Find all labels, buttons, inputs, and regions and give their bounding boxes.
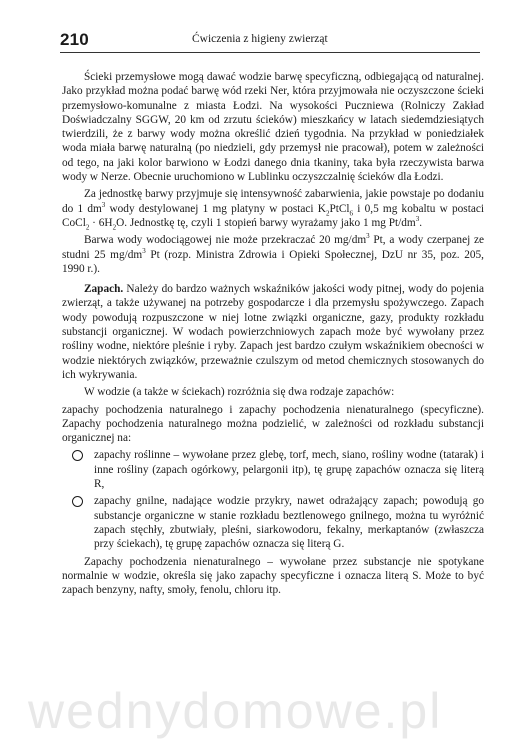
limit-text-a: Barwa wody wodociągowej nie może przekraczać 20 mg/dm: [84, 234, 367, 247]
subscript: 2: [85, 223, 90, 232]
paragraph-natural-odors: zapachy pochodzenia naturalnego i zapachy pochodzenia nienaturalnego (specyficzne). Zapachy pochodzenia naturalnego można podzielić, w zależności od rozkładu substancji organicznej na:: [62, 403, 484, 445]
hollow-circle-bullet-icon: [72, 450, 83, 461]
subscript: 2: [325, 208, 330, 217]
paragraph-industrial-wastewater: Ścieki przemysłowe mogą dawać wodzie barwę specyficzną, odbiegającą od naturalnej. Jako przykład można podać barwę wód rzeki Ner, która przyjmowała nie oczyszczone ścieki przemysłowo-komunalne z miasta Łodzi. Na wysokości Puczniewa (Rolniczy Zakład Doświadczalny SGGW, 20 km od zrzutu ścieków) mieszkańcy w latach siedemdziesiątych twierdzili, że z barwy wody można określić dzień tygodnia. Na przykład w poniedziałek woda miała barwę naturalną (po niedzieli, gdy przemysł nie pracował), potem w zależności od tego, na jaki kolor barwiono w Łodzi danego dnia tkaniny, taka była rzeczywista barwa wody w Nerze. Obecnie uruchomiono w Lublinku oczyszczalnię ścieków dla Łodzi.: [62, 71, 484, 184]
odor-text: Należy do bardzo ważnych wskaźników jakości wody pitnej, wody do pojenia zwierząt, a także używanej na potrzeby gospodarcze i dla przemysłu spożywczego. Zapach wody powodują rozpuszczone w niej lotne związki organiczne, gazy, produkty rozkładu substancji organicznej. W wodach powierzchniowych zapach może być wywołany przez rośliny wodne, niektóre pleśnie i ryby. Zapach jest bardzo czułym wskaźnikiem obecności w wodzie niektórych związków, przeważnie czulszym od metod chemicznych stosowanych do ich wykrywania.: [62, 283, 484, 381]
color-unit-text-c: PtCl: [329, 202, 350, 215]
section-heading-odor: Zapach.: [84, 283, 124, 296]
color-unit-text-b: wody destylowanej 1 mg platyny w postaci K: [105, 202, 326, 215]
limit-text-c: Pt (rozp. Ministra Zdrowia i Opieki Społecznej, DzU nr 35, poz. 205, 1990 r.).: [62, 248, 485, 275]
hollow-circle-bullet-icon: [72, 496, 83, 507]
page-header: [60, 30, 480, 53]
paragraph-odor-types: W wodzie (a także w ściekach) rozróżnia się dwa rodzaje zapachów:: [84, 386, 395, 399]
superscript: 3: [101, 200, 106, 209]
color-unit-text-g: .: [419, 216, 423, 229]
color-unit-text-e: · 6H: [89, 216, 113, 229]
paragraph-color-unit: [62, 187, 484, 230]
color-unit-text-f: O. Jednostkę tę, czyli 1 stopień barwy wyrażamy jako 1 mg Pt/dm: [116, 216, 416, 229]
subscript: 6: [349, 208, 354, 217]
paragraph-unnatural-odors: Zapachy pochodzenia nienaturalnego – wywołane przez substancje nie spotykane normalnie w wodzie, określa się jako zapachy specyficzne i oznacza literą S. Może to być zapach benzyny, nafty, smoły, fenolu, chloru itp.: [62, 555, 484, 597]
list-item-text: zapachy roślinne – wywołane przez glebę, torf, mech, siano, rośliny wodne (tatarak) i inne rośliny (zapach ogórkowy, pelargonii itp), tę grupę zapachów oznacza się literą R,: [94, 449, 484, 491]
page-number: 210: [60, 30, 89, 49]
superscript: 3: [366, 232, 370, 241]
running-title: Ćwiczenia z higieny zwierząt: [192, 33, 328, 45]
superscript: 3: [415, 215, 420, 224]
subscript: 2: [112, 223, 117, 232]
list-item: [94, 448, 484, 491]
color-unit-text-d: i 0,5 mg kobaltu w postaci CoCl: [62, 202, 485, 229]
page-content: [62, 70, 484, 600]
superscript: 3: [142, 246, 146, 255]
list-item-text: zapachy gnilne, nadające wodzie przykry, nawet odrażający zapach; powodują go substancje organiczne w stanie rozkładu beztlenowego gnilnego, można tu wyróżnić zapach stęchły, zbutwiały, pleśni, siarkowodoru, fekalny, merkaptanów (zwłaszcza przy ściekach), tę grupę zapachów oznacza się literą G.: [94, 495, 484, 551]
limit-text-b: Pt, a wody czerpanej ze studni 25 mg/dm: [62, 234, 484, 261]
paragraph-odor: [62, 282, 484, 382]
watermark: wednydomowe.pl: [28, 683, 443, 739]
paragraph-tap-water-limit: [62, 233, 484, 276]
color-unit-text-a: Za jednostkę barwy przyjmuje się intensywność zabarwienia, jakie powstaje po dodaniu do 1 dm: [62, 188, 484, 215]
odor-list: [62, 448, 484, 551]
list-item: [94, 494, 484, 551]
